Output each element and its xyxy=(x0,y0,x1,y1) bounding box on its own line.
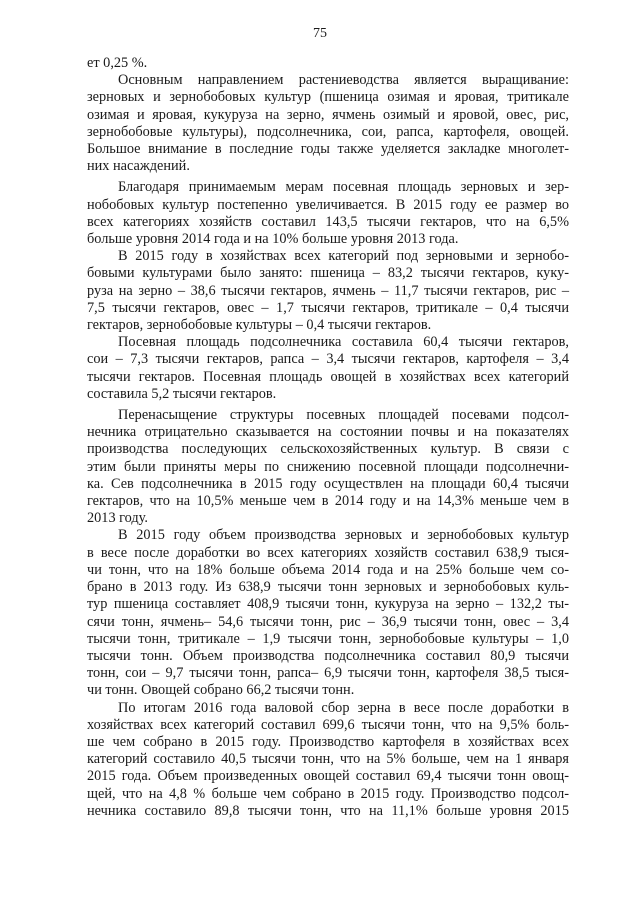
text-line: тур пшеница составляет 408,9 тысячи тонн, кукуруза на зерно – 132,2 ты- xyxy=(87,596,569,613)
text-line: производства последующих сельскохозяйственных культур. В связи с xyxy=(87,441,569,458)
text-line: щей, что на 4,8 % больше чем собрано в 2015 году. Производство подсол- xyxy=(87,785,569,802)
text-line: По итогам 2016 года валовой сбор зерна в весе после доработки в xyxy=(118,699,569,716)
text-line: нобобовых культур постепенно увеличивается. В 2015 году ее размер во xyxy=(87,196,569,213)
text-line: 2015 года. Объем произведенных овощей составил 69,4 тысячи тонн овощ- xyxy=(87,768,569,785)
text-line: В 2015 году объем производства зерновых и зернобобовых культур xyxy=(118,527,569,544)
text-line: сячи тонн, ячмень– 54,6 тысячи тонн, рис – 36,9 тысячи тонн, овес – 3,4 xyxy=(87,613,569,630)
text-line: в весе после доработки во всех категориях хозяйств составил 638,9 тыся- xyxy=(87,544,569,561)
text-line: больше уровня 2014 года и на 10% больше уровня 2013 года. xyxy=(87,231,459,248)
text-line: 2013 году. xyxy=(87,510,148,527)
text-line: Основным направлением растениеводства является выращивание: xyxy=(118,72,569,89)
text-line: чи тонн. Овощей собрано 66,2 тысячи тонн. xyxy=(87,682,355,699)
text-line: 7,5 тысячи гектаров, овес – 1,7 тысячи гектаров, тритикале – 0,4 тысячи xyxy=(87,299,569,316)
text-line: В 2015 году в хозяйствах всех категорий под зерновыми и зернобо- xyxy=(118,248,569,265)
body-text xyxy=(87,55,569,820)
text-line: нечника составило 89,8 тысячи тонн, что на 11,1% больше уровня 2015 xyxy=(87,802,569,819)
text-line: брано в 2013 году. Из 638,9 тысячи тонн зерновых и зернобобовых куль- xyxy=(87,579,569,596)
text-line: зерновых и зернобобовых культур (пшеница озимая и яровая, тритикале xyxy=(87,89,569,106)
text-line: озимая и яровая, кукуруза на зерно, ячмень озимый и яровой, овес, рис, xyxy=(87,106,569,123)
text-line: ше чем собрано в 2015 году. Производство картофеля в хозяйствах всех xyxy=(87,733,569,750)
text-line: бовыми культурами было занято: пшеница – 83,2 тысячи гектаров, куку- xyxy=(87,265,569,282)
text-line: руза на зерно – 38,6 тысячи гектаров, ячмень – 11,7 тысячи гектаров, рис – xyxy=(87,282,569,299)
text-line: ка. Сев подсолнечника в 2015 году осуществлен на площади 60,4 тысячи xyxy=(87,475,569,492)
text-line: составила 5,2 тысячи гектаров. xyxy=(87,385,277,402)
text-line: категорий составило 40,5 тысячи тонн, что на 5% больше, чем на 1 января xyxy=(87,751,569,768)
text-line: хозяйствах всех категорий составил 699,6 тысячи тонн, что на 9,5% боль- xyxy=(87,716,569,733)
text-line: тысячи тонн, тритикале – 1,9 тысячи тонн, зернобобовые культуры – 1,0 xyxy=(87,630,569,647)
text-line: чи тонн, что на 18% больше объема 2014 года и на 25% больше чем со- xyxy=(87,561,569,578)
text-line: Посевная площадь подсолнечника составила 60,4 тысячи гектаров, xyxy=(118,334,569,351)
text-line: этим были приняты меры по снижению посевной площади подсолнечни- xyxy=(87,458,569,475)
text-line: тонн, сои – 9,7 тысячи тонн, рапса– 6,9 тысячи тонн, картофеля 38,5 тыся- xyxy=(87,665,569,682)
text-line: зернобобовые культуры), подсолнечника, сои, рапса, картофеля, овощей. xyxy=(87,123,569,140)
text-line: Благодаря принимаемым мерам посевная площадь зерновых и зер- xyxy=(118,179,569,196)
text-line: них насаждений. xyxy=(87,158,190,175)
text-line: ет 0,25 %. xyxy=(87,55,148,71)
text-line: гектаров, что на 10,5% меньше чем в 2014 году и на 14,3% меньше чем в xyxy=(87,493,569,510)
text-line: тысячи тонн. Объем производства подсолнечника составил 80,9 тысячи xyxy=(87,647,569,664)
text-line: гектаров, зернобобовые культуры – 0,4 тысячи гектаров. xyxy=(87,317,432,334)
text-line: сои – 7,3 тысячи гектаров, рапса – 3,4 тысячи гектаров, картофеля – 3,4 xyxy=(87,351,569,368)
text-line: Перенасыщение структуры посевных площадей посевами подсол- xyxy=(118,407,569,424)
text-line: нечника отрицательно сказывается на состоянии почвы и на показателях xyxy=(87,424,569,441)
text-line: тысячи гектаров. Посевная площадь овощей в хозяйствах всех категорий xyxy=(87,368,569,385)
text-line: всех категориях хозяйств составил 143,5 тысячи гектаров, что на 6,5% xyxy=(87,213,569,230)
text-line: Большое внимание в последние годы также уделяется закладке многолет- xyxy=(87,141,569,158)
page-number: 75 xyxy=(313,26,327,41)
